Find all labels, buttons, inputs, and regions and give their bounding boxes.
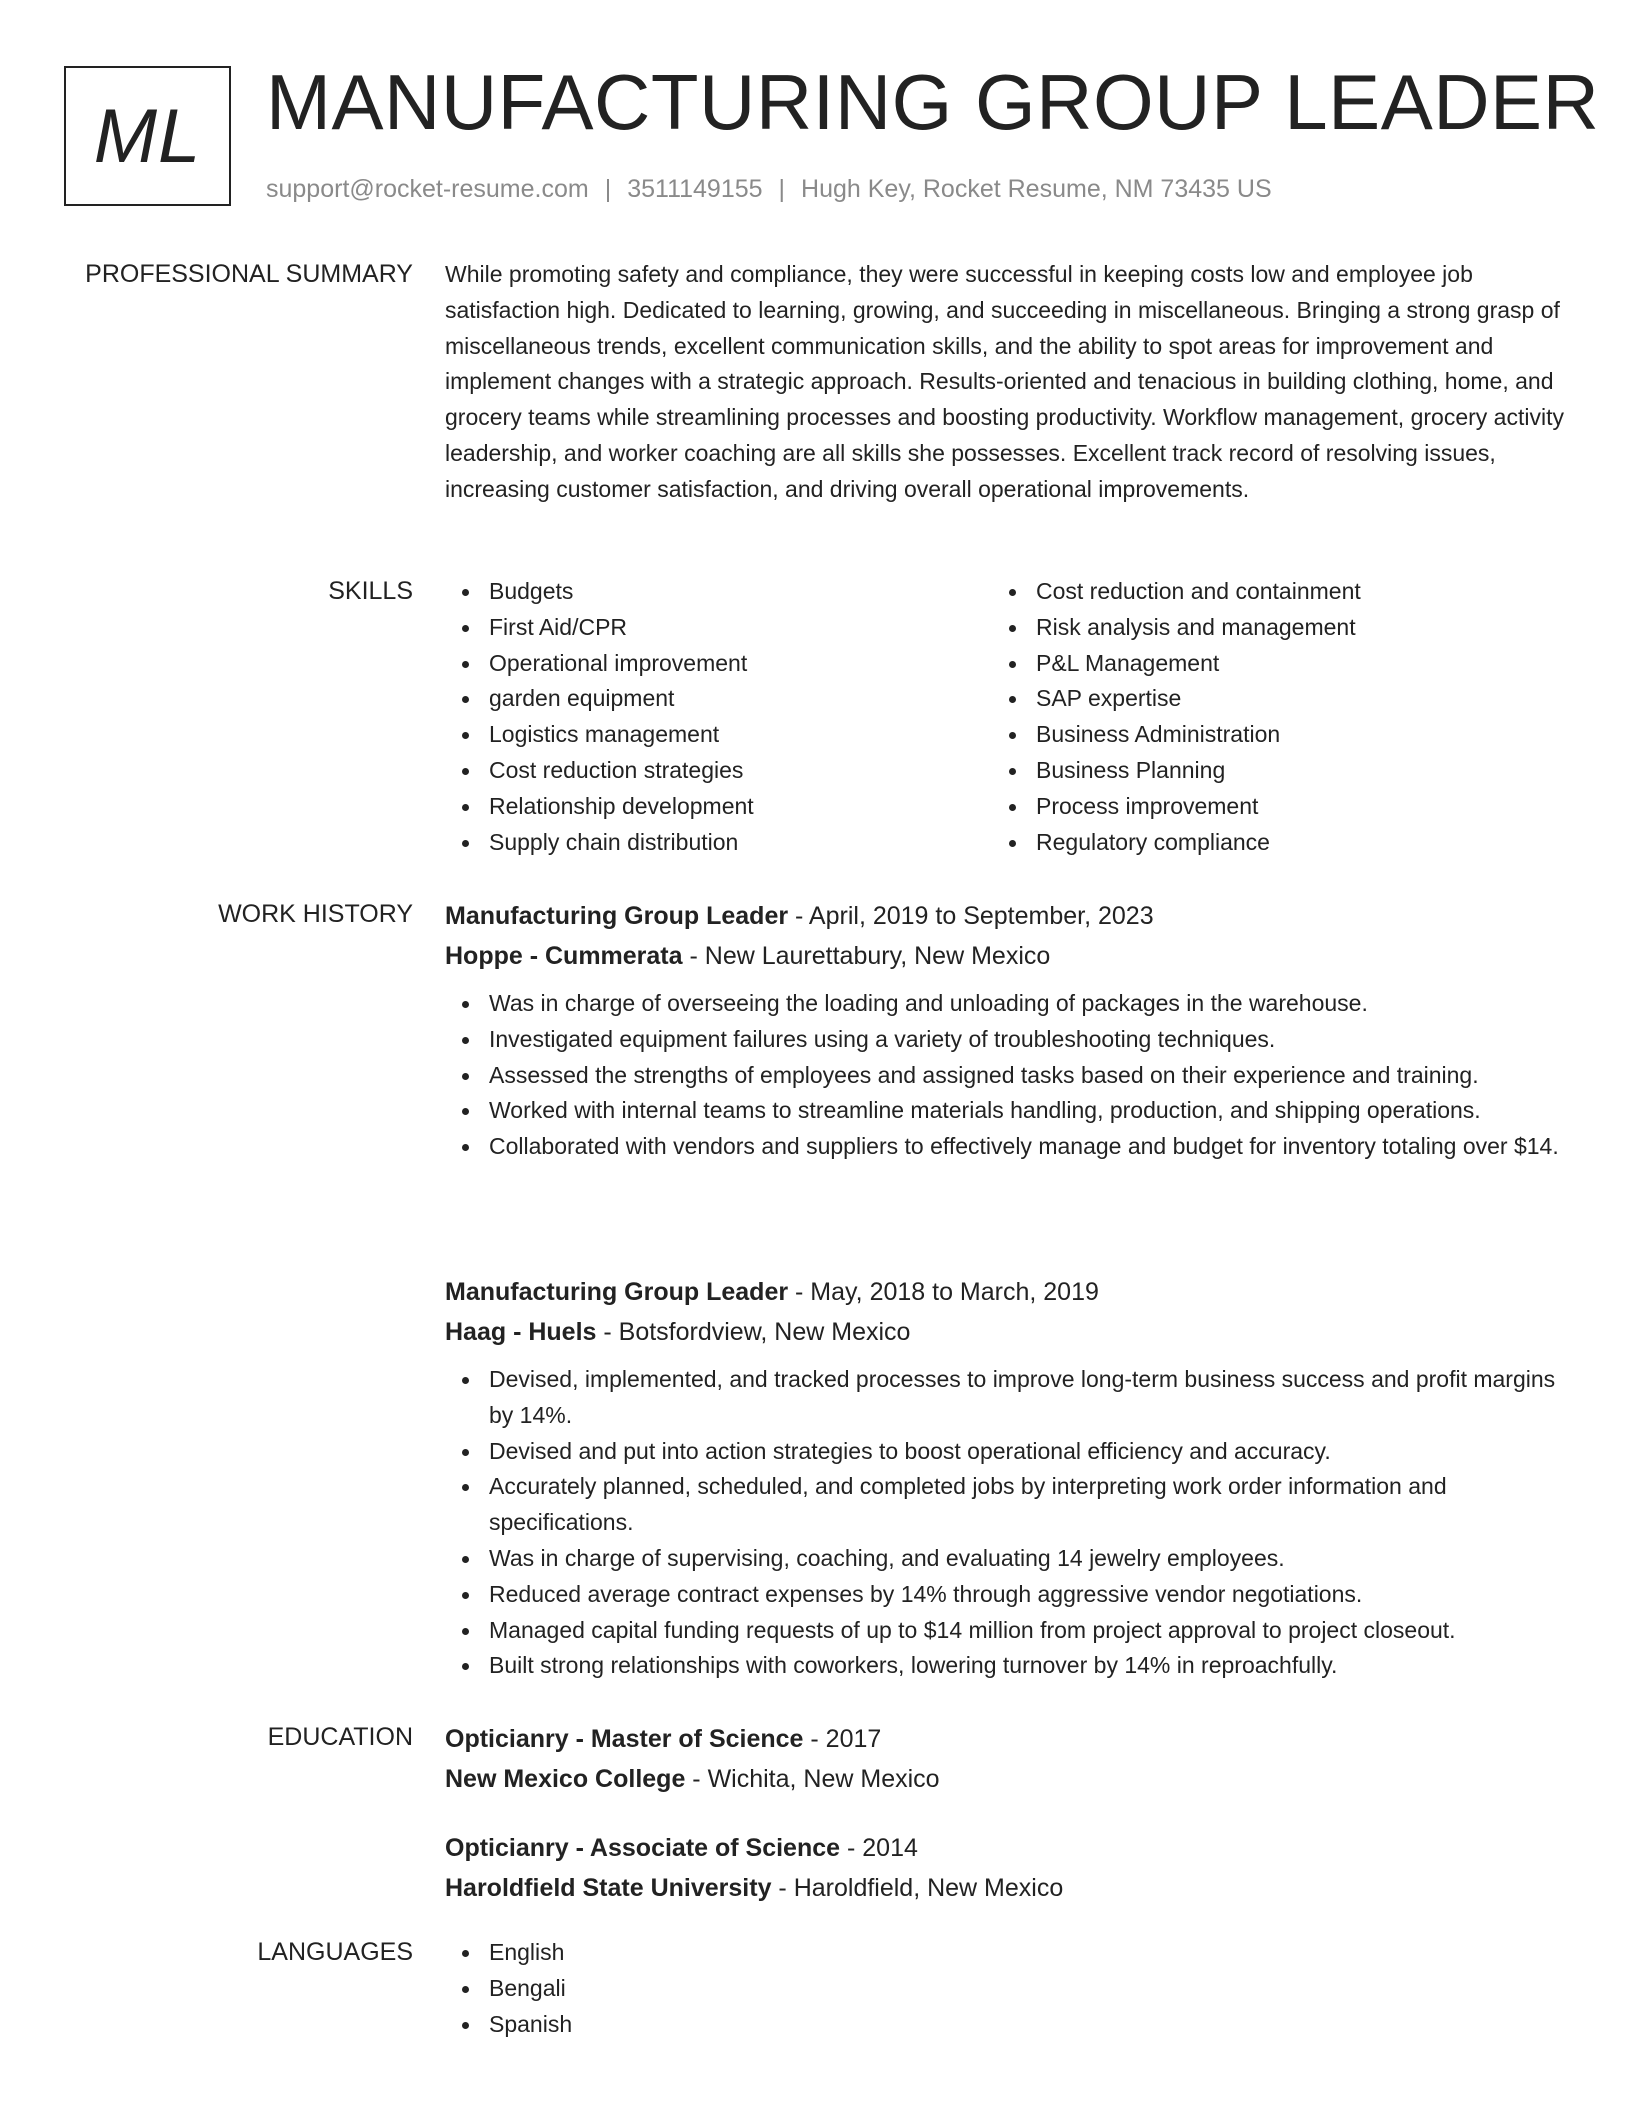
education-entry: [445, 1828, 1565, 1908]
job-bullets: [445, 986, 1565, 1165]
job-entry: [445, 896, 1565, 1165]
job-company-line: [445, 936, 1565, 976]
job-bullet: Was in charge of supervising, coaching, and evaluating 14 jewelry employees.: [445, 1541, 1565, 1577]
job-bullet: Devised, implemented, and tracked processes to improve long-term business success and profit margins by 14%.: [445, 1362, 1565, 1434]
job-bullet: Investigated equipment failures using a variety of troubleshooting techniques.: [445, 1022, 1565, 1058]
languages-list: [445, 1935, 1565, 2042]
skills-list-left: [445, 574, 992, 860]
section-label: LANGUAGES: [257, 1938, 413, 1966]
section-label: PROFESSIONAL SUMMARY: [85, 260, 413, 288]
school-line: [445, 1759, 1565, 1799]
job-company: Haag - Huels: [445, 1318, 597, 1346]
separator: |: [778, 175, 786, 203]
skill-item: Risk analysis and management: [992, 610, 1539, 646]
school: New Mexico College: [445, 1765, 686, 1793]
section-label: EDUCATION: [267, 1723, 413, 1751]
job-bullet: Worked with internal teams to streamline materials handling, production, and shipping operations.: [445, 1093, 1565, 1129]
job-location: - Botsfordview, New Mexico: [596, 1318, 911, 1346]
skill-item: Cost reduction and containment: [992, 574, 1539, 610]
summary-text: While promoting safety and compliance, they were successful in keeping costs low and employee job satisfaction high. Dedicated to learning, growing, and succeeding in miscellaneous. Bringing a strong grasp of miscellaneous trends, excellent communication skills, and the ability to spot areas for improvement and implement changes with a strategic approach. Results-oriented and tenacious in building clothing, home, and grocery teams while streamlining processes and boosting productivity. Workflow management, grocery activity leadership, and worker coaching are all skills she possesses. Excellent track record of resolving issues, increasing customer satisfaction, and driving overall operational improvements.: [445, 261, 1564, 502]
skill-item: Logistics management: [445, 717, 992, 753]
skill-item: garden equipment: [445, 681, 992, 717]
graduation-year: - 2017: [803, 1725, 882, 1753]
skill-item: Relationship development: [445, 789, 992, 825]
initials-monogram: [64, 66, 231, 206]
contact-email: support@rocket-resume.com: [266, 175, 589, 203]
job-title-line: [445, 896, 1565, 936]
section-label: SKILLS: [328, 577, 413, 605]
job-entry: [445, 1272, 1565, 1684]
skills-list-right: [992, 574, 1539, 860]
job-bullet: Accurately planned, scheduled, and completed jobs by interpreting work order information and specifications.: [445, 1469, 1565, 1541]
job-dates: - May, 2018 to March, 2019: [788, 1278, 1099, 1306]
contact-phone: 3511149155: [627, 175, 763, 203]
school-location: - Wichita, New Mexico: [685, 1765, 940, 1793]
language-item: English: [445, 1935, 1565, 1971]
skill-item: Budgets: [445, 574, 992, 610]
resume-title: MANUFACTURING GROUP LEADER: [266, 58, 1600, 146]
skill-item: Operational improvement: [445, 646, 992, 682]
school-line: [445, 1868, 1565, 1908]
job-bullet: Reduced average contract expenses by 14% through aggressive vendor negotiations.: [445, 1577, 1565, 1613]
graduation-year: - 2014: [840, 1834, 918, 1862]
job-bullet: Collaborated with vendors and suppliers to effectively manage and budget for inventory totaling over $14.: [445, 1129, 1565, 1165]
skill-item: Cost reduction strategies: [445, 753, 992, 789]
skill-item: Regulatory compliance: [992, 825, 1539, 861]
job-title-line: [445, 1272, 1565, 1312]
job-title: Manufacturing Group Leader: [445, 902, 789, 930]
job-company-line: [445, 1312, 1565, 1352]
skill-item: Supply chain distribution: [445, 825, 992, 861]
skill-item: Process improvement: [992, 789, 1539, 825]
job-dates: - April, 2019 to September, 2023: [788, 902, 1154, 930]
job-location: - New Laurettabury, New Mexico: [682, 942, 1051, 970]
section-label: WORK HISTORY: [218, 900, 413, 928]
degree-line: [445, 1719, 1565, 1759]
job-bullet: Assessed the strengths of employees and assigned tasks based on their experience and training.: [445, 1058, 1565, 1094]
job-bullet: Devised and put into action strategies to boost operational efficiency and accuracy.: [445, 1434, 1565, 1470]
job-title: Manufacturing Group Leader: [445, 1278, 789, 1306]
degree: Opticianry - Master of Science: [445, 1725, 804, 1753]
job-bullet: Was in charge of overseeing the loading and unloading of packages in the warehouse.: [445, 986, 1565, 1022]
degree-line: [445, 1828, 1565, 1868]
degree: Opticianry - Associate of Science: [445, 1834, 841, 1862]
initials: ML: [93, 93, 202, 179]
skill-item: P&L Management: [992, 646, 1539, 682]
education-entry: [445, 1719, 1565, 1799]
contact-address: Hugh Key, Rocket Resume, NM 73435 US: [801, 175, 1272, 203]
school-location: - Haroldfield, New Mexico: [771, 1874, 1064, 1902]
job-company: Hoppe - Cummerata: [445, 942, 683, 970]
skill-item: Business Planning: [992, 753, 1539, 789]
job-bullets: [445, 1362, 1565, 1684]
skill-item: Business Administration: [992, 717, 1539, 753]
skill-item: First Aid/CPR: [445, 610, 992, 646]
skill-item: SAP expertise: [992, 681, 1539, 717]
language-item: Spanish: [445, 2007, 1565, 2043]
job-bullet: Managed capital funding requests of up to $14 million from project approval to project closeout.: [445, 1613, 1565, 1649]
separator: |: [604, 175, 612, 203]
job-bullet: Built strong relationships with coworkers, lowering turnover by 14% in reproachfully.: [445, 1648, 1565, 1684]
language-item: Bengali: [445, 1971, 1565, 2007]
contact-line: [266, 172, 1272, 206]
school: Haroldfield State University: [445, 1874, 772, 1902]
